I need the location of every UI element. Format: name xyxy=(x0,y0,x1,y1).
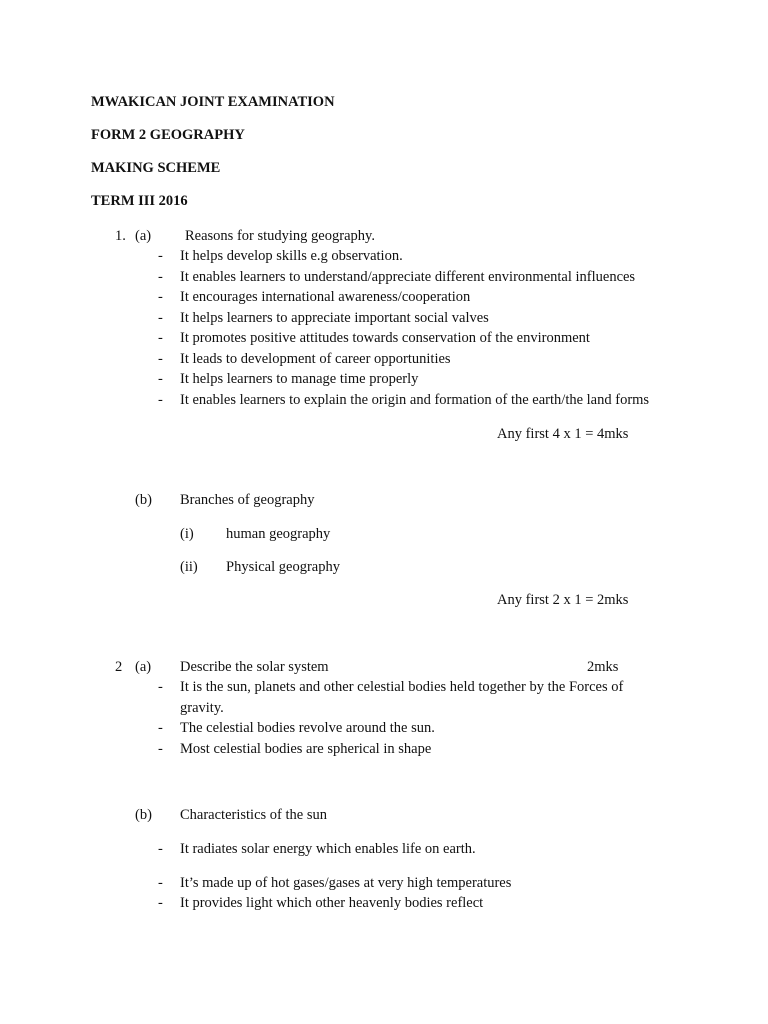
bullet-dash: - xyxy=(158,330,163,346)
bullet-dash: - xyxy=(158,392,163,408)
q1-number: 1. xyxy=(115,228,126,244)
bullet-dash: - xyxy=(158,351,163,367)
q2b-title: Characteristics of the sun xyxy=(180,807,327,823)
bullet-dash: - xyxy=(158,841,163,857)
scheme-title: MAKING SCHEME xyxy=(91,160,221,176)
list-item-continuation: gravity. xyxy=(180,700,224,716)
q1a-label: (a) xyxy=(135,228,152,244)
subject-title: FORM 2 GEOGRAPHY xyxy=(91,127,245,143)
q1a-title: Reasons for studying geography. xyxy=(185,228,375,244)
q2a-marks: 2mks xyxy=(587,659,619,675)
q1b-item-text: human geography xyxy=(226,526,331,542)
bullet-dash: - xyxy=(158,895,163,911)
bullet-dash: - xyxy=(158,310,163,326)
term-title: TERM III 2016 xyxy=(91,193,188,209)
q1b-title: Branches of geography xyxy=(180,492,315,508)
q1b-marks: Any first 2 x 1 = 2mks xyxy=(497,592,629,608)
q1b-label: (b) xyxy=(135,492,152,508)
q1b-item-text: Physical geography xyxy=(226,559,340,575)
q2b-label: (b) xyxy=(135,807,152,823)
q2a-title: Describe the solar system xyxy=(180,659,329,675)
bullet-dash: - xyxy=(158,269,163,285)
bullet-dash: - xyxy=(158,720,163,736)
q1a-marks: Any first 4 x 1 = 4mks xyxy=(497,426,629,442)
q1b-item-num: (i) xyxy=(180,526,194,542)
q2-number: 2 xyxy=(115,659,123,675)
bullet-dash: - xyxy=(158,248,163,264)
exam-title: MWAKICAN JOINT EXAMINATION xyxy=(91,94,335,110)
bullet-dash: - xyxy=(158,875,163,891)
bullet-dash: - xyxy=(158,741,163,757)
bullet-dash: - xyxy=(158,289,163,305)
bullet-dash: - xyxy=(158,371,163,387)
bullet-dash: - xyxy=(158,679,163,695)
q2a-label: (a) xyxy=(135,659,152,675)
q1b-item-num: (ii) xyxy=(180,559,198,575)
